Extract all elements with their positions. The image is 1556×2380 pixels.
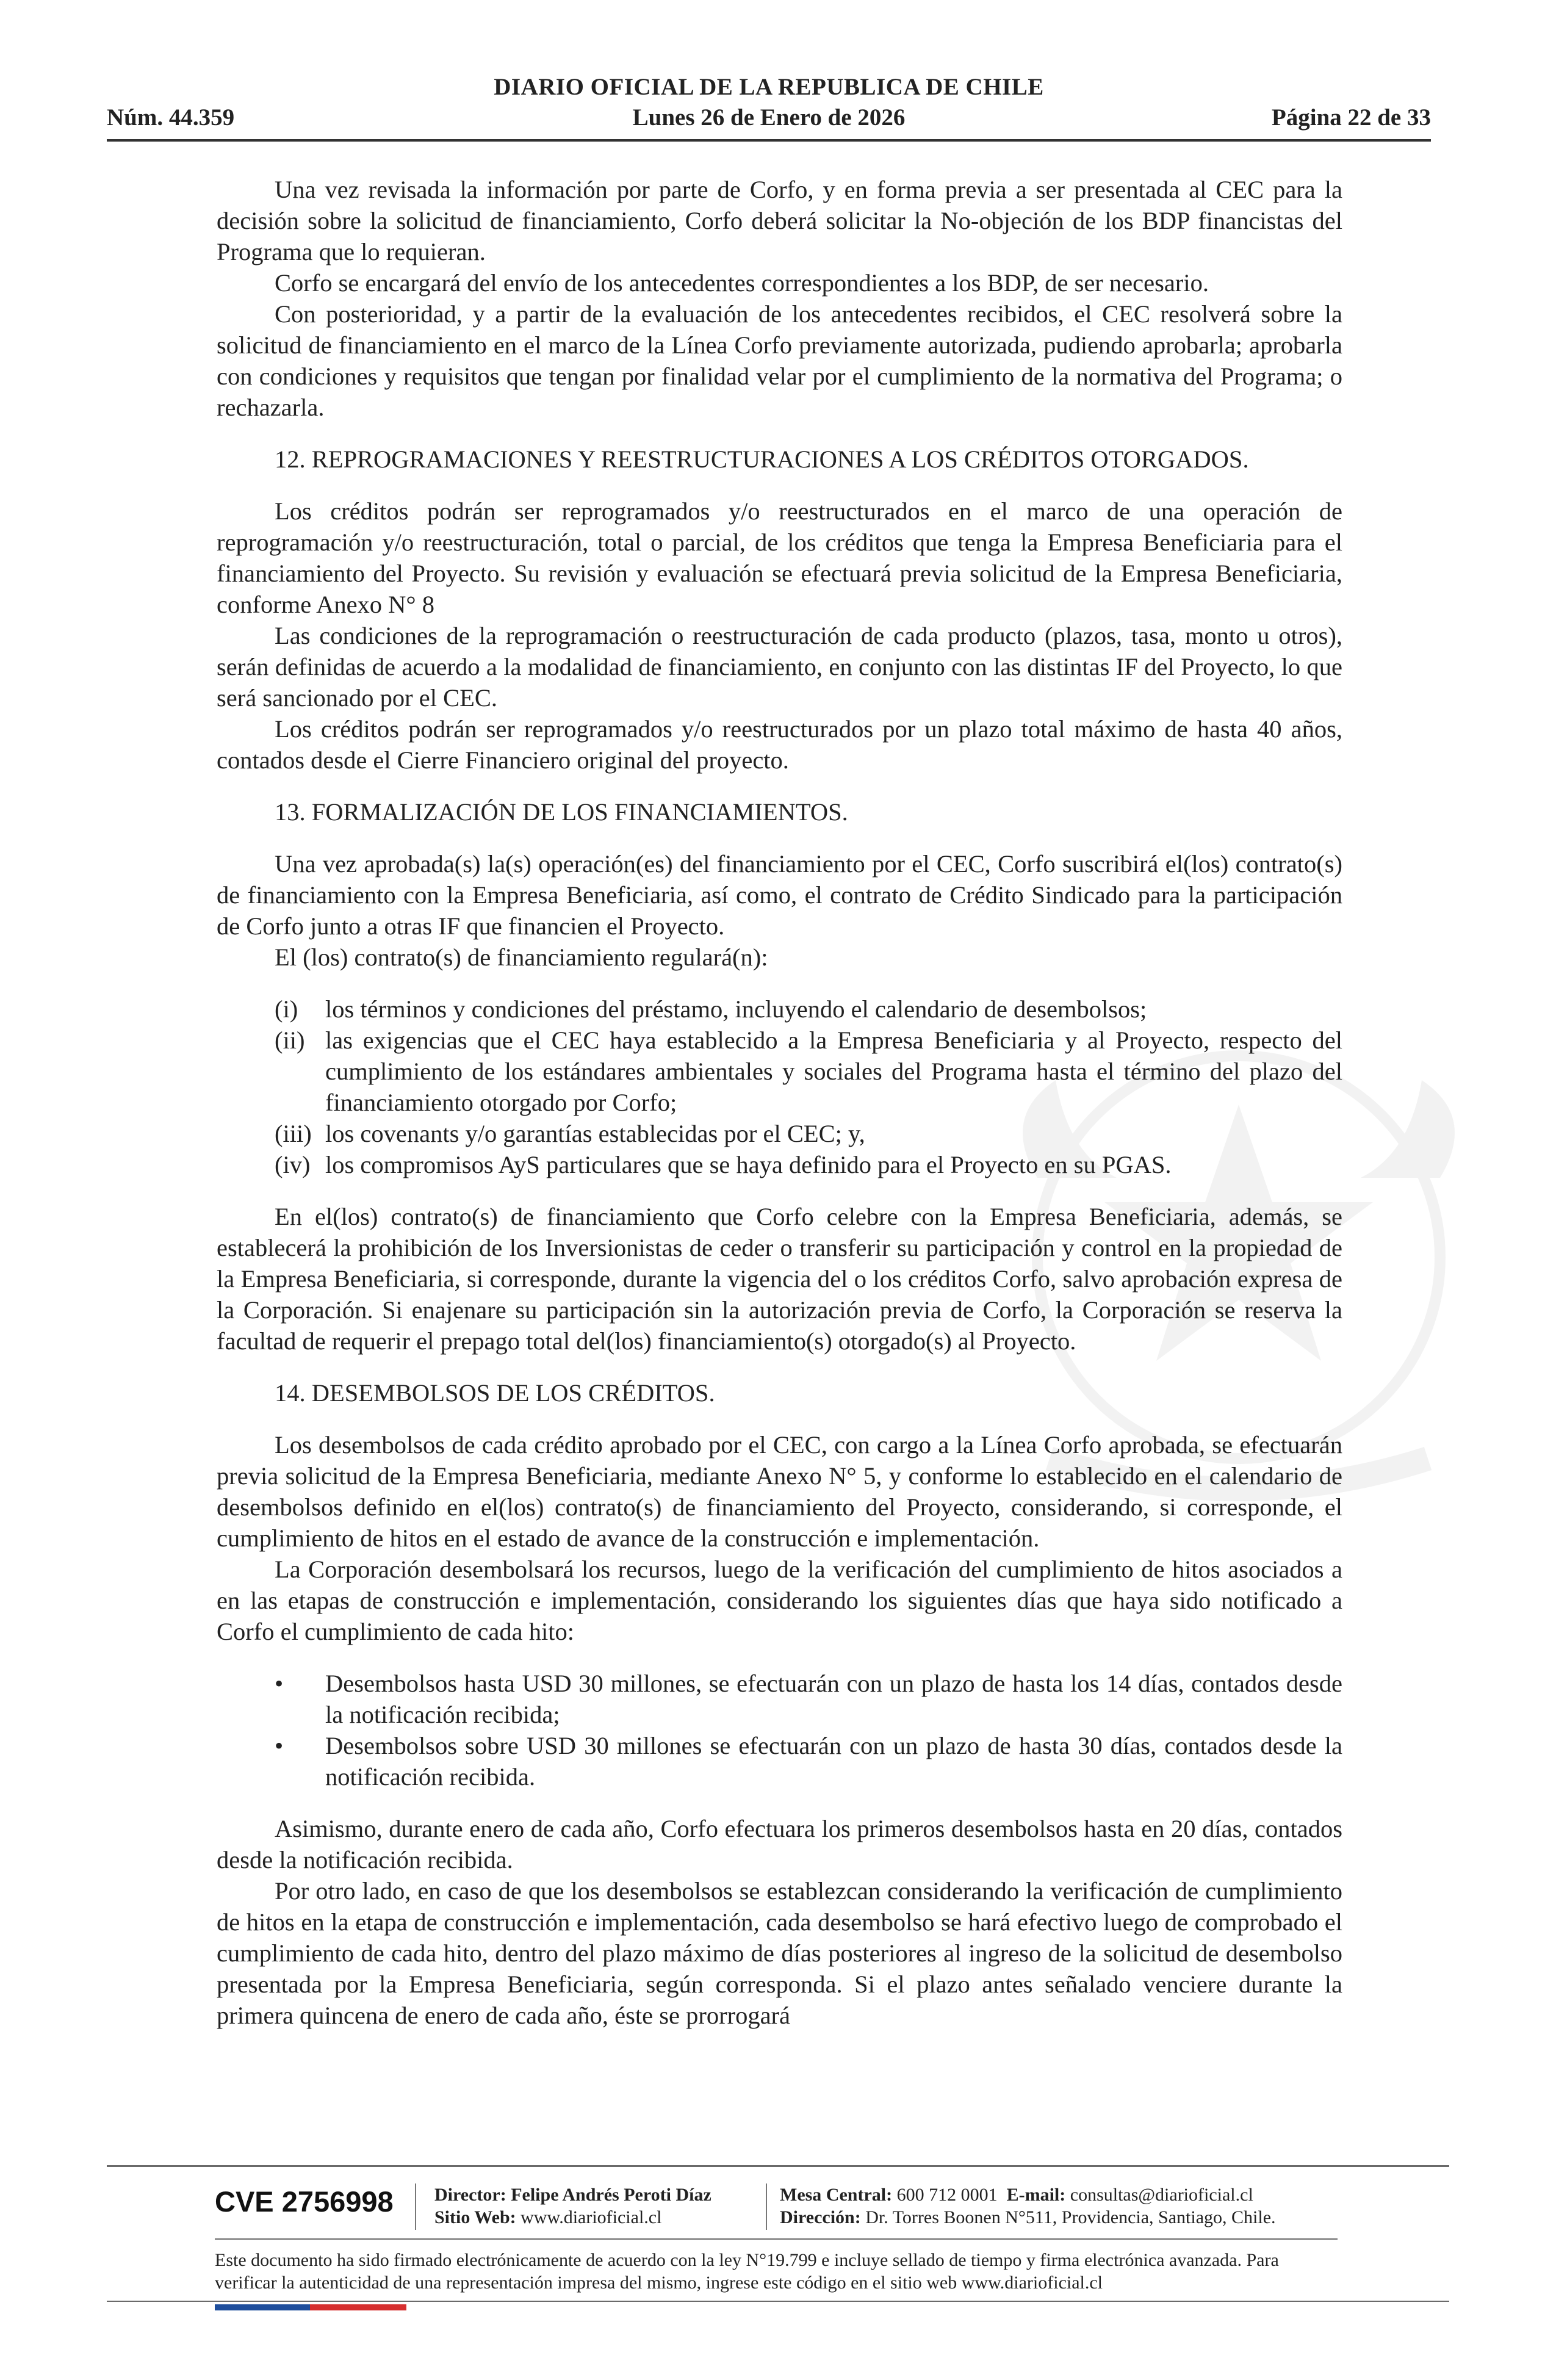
footer-divider xyxy=(107,2301,1449,2302)
list-item xyxy=(217,1149,1342,1180)
list-item-text: los covenants y/o garantías establecidas por el CEC; y, xyxy=(325,1120,865,1147)
list-item-text: Desembolsos hasta USD 30 millones, se efectuarán con un plazo de hasta los 14 días, contados desde la notificación recibida; xyxy=(325,1670,1342,1728)
publication-title: DIARIO OFICIAL DE LA REPUBLICA DE CHILE xyxy=(494,74,1044,100)
cve-code: CVE 2756998 xyxy=(215,2185,394,2218)
address-label: Dirección: xyxy=(780,2207,861,2227)
section-heading-13: 13. FORMALIZACIÓN DE LOS FINANCIAMIENTOS. xyxy=(275,798,848,826)
list-item-text: los compromisos AyS particulares que se haya definido para el Proyecto en su PGAS. xyxy=(325,1151,1172,1178)
footer-director-block xyxy=(434,2183,711,2229)
flag-stripe-red xyxy=(310,2304,406,2310)
website-label: Sitio Web: xyxy=(434,2207,516,2227)
website-link[interactable]: www.diarioficial.cl xyxy=(520,2207,662,2227)
footer-divider xyxy=(215,2238,1338,2240)
paragraph: Las condiciones de la reprogramación o reestructuración de cada producto (plazos, tasa, monto u otros), serán definidas de acuerdo a la modalidad de financiamiento, en conjunto con las distintas IF del Proyecto, lo que será sancionado por el CEC. xyxy=(217,622,1342,712)
contract-terms-list xyxy=(217,993,1342,1180)
bullet-icon: • xyxy=(275,1670,284,1697)
list-item-text: Desembolsos sobre USD 30 millones se efectuarán con un plazo de hasta 30 días, contados desde la notificación recibida. xyxy=(325,1732,1342,1790)
bullet-icon: • xyxy=(275,1732,284,1759)
list-item-text: los términos y condiciones del préstamo, incluyendo el calendario de desembolsos; xyxy=(325,995,1147,1023)
email-label: E-mail: xyxy=(1006,2185,1066,2205)
list-item xyxy=(217,1668,1342,1730)
paragraph: Los créditos podrán ser reprogramados y/o reestructurados por un plazo total máximo de hasta 40 años, contados desde el Cierre Financiero original del proyecto. xyxy=(217,715,1342,774)
paragraph: Una vez aprobada(s) la(s) operación(es) del financiamiento por el CEC, Corfo suscribirá el(los) contrato(s) de financiamiento con la Empresa Beneficiaria, así como, el contrato de Crédito Sindicado para la participación de Corfo junto a otras IF que financien el Proyecto. xyxy=(217,850,1342,940)
paragraph: Asimismo, durante enero de cada año, Corfo efectuara los primeros desembolsos hasta en 20 días, contados desde la notificación recibida. xyxy=(217,1815,1342,1873)
disbursement-terms-list xyxy=(217,1668,1342,1792)
page-number: Página 22 de 33 xyxy=(1271,104,1431,131)
list-item xyxy=(217,1025,1342,1118)
address-value: Dr. Torres Boonen N°511, Providencia, Santiago, Chile. xyxy=(865,2207,1276,2227)
footer-divider xyxy=(107,2165,1449,2167)
phone-number: 600 712 0001 xyxy=(896,2185,998,2205)
footer-separator xyxy=(766,2183,767,2230)
issue-number: Núm. 44.359 xyxy=(107,104,235,131)
list-item xyxy=(217,993,1342,1025)
list-item-text: las exigencias que el CEC haya establecido a la Empresa Beneficiaria y al Proyecto, respecto del cumplimiento de los estándares ambientales y sociales del Programa hasta el término del plazo del financiamiento otorgado por Corfo; xyxy=(325,1026,1342,1116)
footer-contact-block xyxy=(780,2183,1276,2229)
paragraph: Con posterioridad, y a partir de la evaluación de los antecedentes recibidos, el CEC resolverá sobre la solicitud de financiamiento en el marco de la Línea Corfo previamente autorizada, pudiendo aprobarla; aprobarla con condiciones y requisitos que tengan por finalidad velar por el cumplimiento de la normativa del Programa; o rechazarla. xyxy=(217,300,1342,421)
list-marker: (i) xyxy=(275,995,298,1023)
page-header xyxy=(107,73,1431,146)
paragraph: La Corporación desembolsará los recursos, luego de la verificación del cumplimiento de hitos asociados a en las etapas de construcción e implementación, considerando los siguientes días que haya sido notificado a Corfo el cumplimiento de cada hito: xyxy=(217,1556,1342,1645)
list-marker: (iv) xyxy=(275,1151,311,1178)
list-item xyxy=(217,1730,1342,1792)
email-link[interactable]: consultas@diarioficial.cl xyxy=(1070,2185,1253,2205)
issue-date: Lunes 26 de Enero de 2026 xyxy=(632,104,906,131)
document-body xyxy=(217,174,1342,2031)
paragraph: Por otro lado, en caso de que los desembolsos se establezcan considerando la verificación de cumplimiento de hitos en la etapa de construcción e implementación, cada desembolso se hará efectivo luego de comprobado el cumplimiento de cada hito, dentro del plazo máximo de días posteriores al ingreso de la solicitud de desembolso presentada por la Empresa Beneficiaria, según corresponda. Si el plazo antes señalado venciere durante la primera quincena de enero de cada año, éste se prorrogará xyxy=(217,1877,1342,2029)
paragraph: El (los) contrato(s) de financiamiento regulará(n): xyxy=(275,943,768,971)
list-item xyxy=(217,1118,1342,1149)
signature-note: Este documento ha sido firmado electrónicamente de acuerdo con la ley N°19.799 e incluye sellado de tiempo y firma electrónica avanzada. Para verificar la autenticidad de una representación impresa del mismo, ingrese este código en el sitio web www.diarioficial.cl xyxy=(215,2250,1279,2293)
director-name: Felipe Andrés Peroti Díaz xyxy=(511,2185,711,2205)
paragraph: Los desembolsos de cada crédito aprobado por el CEC, con cargo a la Línea Corfo aprobada, se efectuarán previa solicitud de la Empresa Beneficiaria, mediante Anexo N° 5, y conforme lo establecido en el calendario de desembolsos definido en el(los) contrato(s) de financiamiento del Proyecto, considerando, si corresponde, el cumplimiento de hitos en el estado de avance de la construcción e implementación. xyxy=(217,1431,1342,1552)
header-divider xyxy=(107,139,1431,142)
footer-separator xyxy=(415,2183,416,2230)
paragraph: Corfo se encargará del envío de los antecedentes correspondientes a los BDP, de ser necesario. xyxy=(275,269,1209,297)
flag-stripe-blue xyxy=(215,2304,310,2310)
phone-label: Mesa Central: xyxy=(780,2185,893,2205)
list-marker: (iii) xyxy=(275,1120,312,1147)
section-heading-14: 14. DESEMBOLSOS DE LOS CRÉDITOS. xyxy=(275,1379,715,1407)
section-heading-12: 12. REPROGRAMACIONES Y REESTRUCTURACIONES A LOS CRÉDITOS OTORGADOS. xyxy=(275,445,1249,473)
paragraph: Los créditos podrán ser reprogramados y/o reestructurados en el marco de una operación de reprogramación y/o reestructuración, total o parcial, de los créditos que tenga la Empresa Beneficiaria para el financiamiento del Proyecto. Su revisión y evaluación se efectuará previa solicitud de la Empresa Beneficiaria, conforme Anexo N° 8 xyxy=(217,497,1342,618)
paragraph: Una vez revisada la información por parte de Corfo, y en forma previa a ser presentada al CEC para la decisión sobre la solicitud de financiamiento, Corfo deberá solicitar la No-objeción de los BDP financistas del Programa que lo requieran. xyxy=(217,176,1342,265)
list-marker: (ii) xyxy=(275,1026,305,1054)
paragraph: En el(los) contrato(s) de financiamiento que Corfo celebre con la Empresa Beneficiaria, además, se establecerá la prohibición de los Inversionistas de ceder o transferir su participación y control en la propiedad de la Empresa Beneficiaria, si corresponde, durante la vigencia del o los créditos Corfo, salvo aprobación expresa de la Corporación. Si enajenare su participación sin la autorización previa de Corfo, la Corporación se reserva la facultad de requerir el prepago total del(los) financiamiento(s) otorgado(s) al Proyecto. xyxy=(217,1203,1342,1355)
director-label: Director: xyxy=(434,2185,506,2205)
